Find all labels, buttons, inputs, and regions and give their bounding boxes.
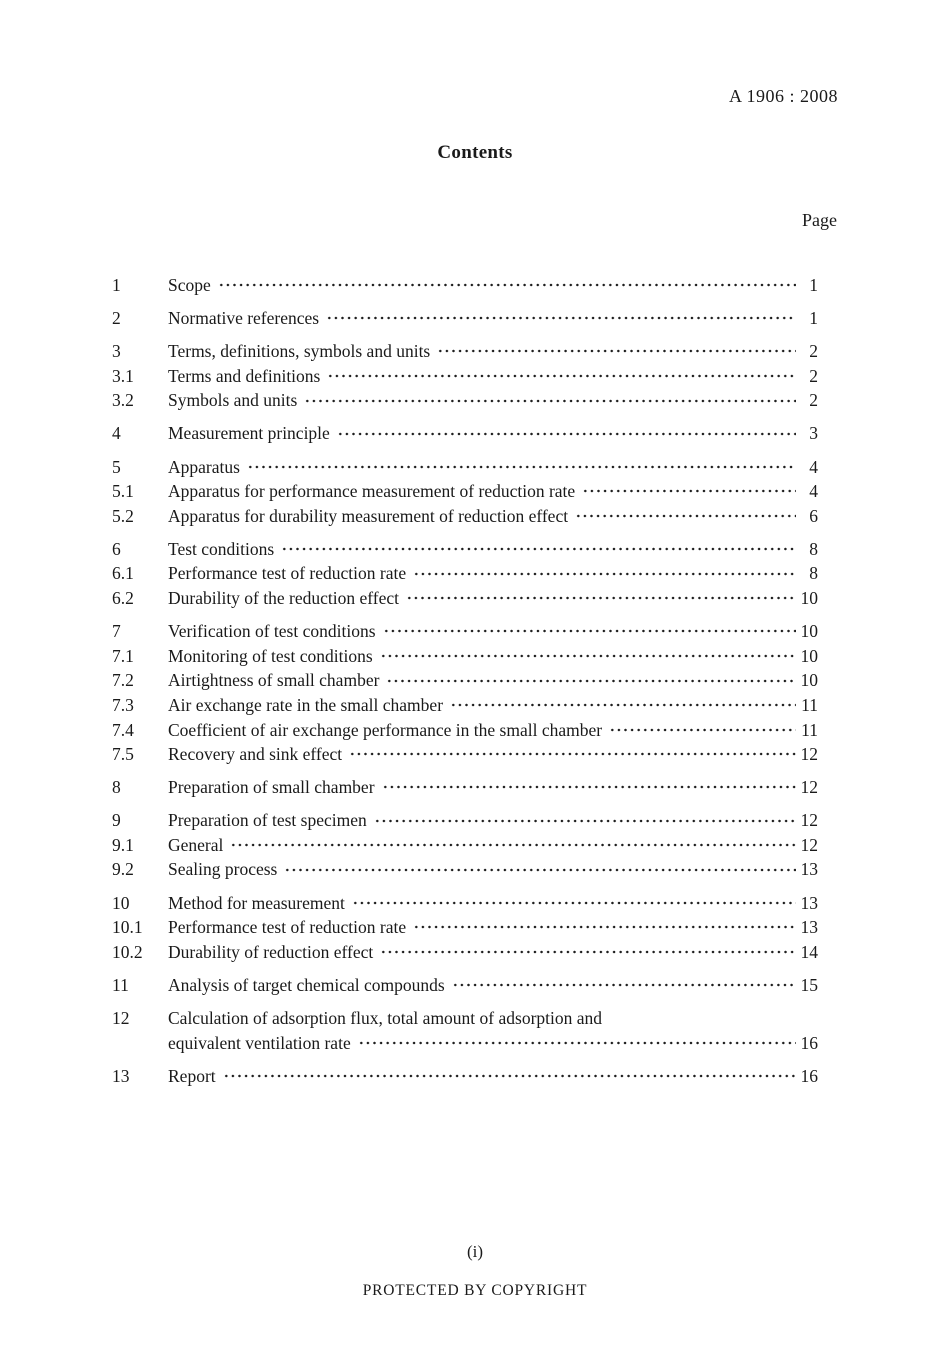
toc-entry bbox=[112, 973, 818, 998]
toc-entry-title-line bbox=[168, 479, 818, 504]
toc-entry bbox=[112, 561, 818, 586]
toc-entry-title-line bbox=[168, 586, 818, 611]
toc-entry-body bbox=[168, 833, 818, 858]
toc-entry-title-line bbox=[168, 306, 818, 331]
toc-entry-number: 10.1 bbox=[112, 917, 143, 938]
toc-entry-page: 1 bbox=[809, 275, 818, 295]
toc-entry-number: 6.2 bbox=[112, 588, 134, 609]
toc-entry bbox=[112, 668, 818, 693]
toc-entry bbox=[112, 273, 818, 298]
toc-entry-number: 9.1 bbox=[112, 834, 134, 855]
toc-entry bbox=[112, 479, 818, 504]
toc-entry bbox=[112, 940, 818, 965]
toc-entry-page: 11 bbox=[801, 719, 818, 740]
toc-entry-body bbox=[168, 339, 818, 364]
toc-entry-title-line bbox=[168, 455, 818, 480]
toc-entry-page: 11 bbox=[801, 694, 818, 715]
page-title: Contents bbox=[437, 142, 513, 163]
toc-entry-page: 8 bbox=[809, 538, 818, 559]
toc-entry-page: 15 bbox=[800, 974, 818, 995]
toc-entry-number: 3.2 bbox=[112, 390, 134, 411]
toc-entry-number: 9 bbox=[112, 810, 121, 831]
toc-entry-title: Performance test of reduction rate bbox=[168, 917, 407, 938]
toc-entry-title-line bbox=[168, 693, 818, 718]
toc-entry-title: Symbols and units bbox=[168, 390, 298, 411]
toc-entry-title-line bbox=[168, 940, 818, 965]
dot-leader bbox=[284, 864, 796, 876]
toc-entry-title-line-1 bbox=[168, 1006, 818, 1031]
toc-entry-title: Recovery and sink effect bbox=[168, 744, 343, 765]
toc-entry-body bbox=[168, 718, 818, 743]
toc-entry-number: 10.2 bbox=[112, 941, 143, 962]
toc-entry-page: 10 bbox=[800, 670, 818, 691]
dot-leader bbox=[380, 946, 796, 958]
toc-entry-page: 16 bbox=[800, 1032, 818, 1053]
toc-entry bbox=[112, 388, 818, 413]
toc-entry-title: Coefficient of air exchange performance in the small chamber bbox=[168, 719, 603, 740]
toc-entry-body bbox=[168, 421, 818, 446]
toc-entry bbox=[112, 644, 818, 669]
dot-leader bbox=[327, 370, 796, 382]
toc-entry-page: 2 bbox=[809, 390, 818, 411]
toc-entry bbox=[112, 339, 818, 364]
toc-entry-title: Verification of test conditions bbox=[168, 621, 376, 642]
dot-leader bbox=[406, 592, 796, 604]
toc-entry-number: 7.4 bbox=[112, 719, 134, 740]
toc-entry bbox=[112, 364, 818, 389]
toc-entry bbox=[112, 742, 818, 767]
toc-entry-page: 12 bbox=[800, 777, 818, 798]
toc-entry-number: 5.1 bbox=[112, 481, 134, 502]
toc-entry-body bbox=[168, 364, 818, 389]
toc-entry-page: 10 bbox=[800, 621, 818, 642]
toc-entry-number: 3.1 bbox=[112, 365, 134, 386]
dot-leader bbox=[218, 279, 796, 291]
toc-entry-number: 3 bbox=[112, 341, 121, 362]
toc-entry-page: 16 bbox=[800, 1065, 818, 1086]
toc-entry-number: 10 bbox=[112, 892, 130, 913]
toc-entry-page: 13 bbox=[800, 917, 818, 938]
toc-entry-title-line bbox=[168, 891, 818, 916]
toc-entry-body bbox=[168, 973, 818, 998]
toc-entry-title-line bbox=[168, 718, 818, 743]
toc-entry-title: Durability of reduction effect bbox=[168, 941, 374, 962]
toc-entry-title-line bbox=[168, 504, 818, 529]
toc-entry-page: 6 bbox=[809, 505, 818, 526]
toc-entry-number: 9.2 bbox=[112, 859, 134, 880]
toc-entry-page: 2 bbox=[809, 341, 818, 362]
page-column-label: Page bbox=[802, 210, 837, 230]
toc-entry-number: 7.3 bbox=[112, 694, 134, 715]
toc-entry-title: Analysis of target chemical compounds bbox=[168, 974, 445, 995]
toc-entry-title: Measurement principle bbox=[168, 423, 330, 444]
toc-entry-title: Apparatus for performance measurement of reduction rate bbox=[168, 481, 576, 502]
toc-entry-number: 12 bbox=[112, 1007, 130, 1028]
toc-entry-number: 7.2 bbox=[112, 670, 134, 691]
dot-leader bbox=[326, 312, 796, 324]
toc-entry bbox=[112, 504, 818, 529]
dot-leader bbox=[281, 543, 796, 555]
dot-leader bbox=[575, 510, 796, 522]
toc-entry-title: Terms and definitions bbox=[168, 365, 321, 386]
toc-entry-page: 3 bbox=[809, 423, 818, 444]
toc-entry-body bbox=[168, 644, 818, 669]
toc-entry-page: 4 bbox=[809, 481, 818, 502]
toc-entry-body bbox=[168, 504, 818, 529]
toc-entry bbox=[112, 693, 818, 718]
toc-entry-number: 7.5 bbox=[112, 744, 134, 765]
toc-entry-body bbox=[168, 915, 818, 940]
dot-leader bbox=[382, 781, 796, 793]
toc-entry-title: Terms, definitions, symbols and units bbox=[168, 341, 431, 362]
toc-entry-page: 10 bbox=[800, 645, 818, 666]
dot-leader bbox=[413, 921, 796, 933]
toc-entry-number: 2 bbox=[112, 308, 121, 329]
toc-entry bbox=[112, 915, 818, 940]
toc-entry-body bbox=[168, 619, 818, 644]
toc-entry bbox=[112, 775, 818, 800]
table-of-contents bbox=[112, 273, 818, 1088]
dot-leader bbox=[358, 1037, 796, 1049]
dot-leader bbox=[352, 897, 796, 909]
dot-leader bbox=[582, 485, 796, 497]
toc-entry-body bbox=[168, 1064, 818, 1089]
toc-entry-title: Monitoring of test conditions bbox=[168, 645, 373, 666]
toc-entry-title-line bbox=[168, 915, 818, 940]
toc-entry-number: 1 bbox=[112, 275, 121, 295]
toc-entry-page: 13 bbox=[800, 892, 818, 913]
document-code: A 1906 : 2008 bbox=[728, 86, 838, 106]
toc-entry-title-line bbox=[168, 742, 818, 767]
toc-entry-page: 2 bbox=[809, 365, 818, 386]
toc-entry-number: 5 bbox=[112, 456, 121, 477]
toc-entry-number: 13 bbox=[112, 1065, 130, 1086]
toc-entry-body bbox=[168, 940, 818, 965]
toc-entry-body bbox=[168, 1006, 818, 1055]
toc-entry-title-line bbox=[168, 619, 818, 644]
dot-leader bbox=[380, 650, 796, 662]
toc-entry bbox=[112, 537, 818, 562]
toc-entry-title-line bbox=[168, 421, 818, 446]
toc-entry-body bbox=[168, 388, 818, 413]
toc-entry-body bbox=[168, 455, 818, 480]
toc-entry-number: 11 bbox=[112, 974, 129, 995]
toc-entry-title-line bbox=[168, 561, 818, 586]
toc-entry-title: equivalent ventilation rate bbox=[168, 1032, 351, 1053]
toc-entry-title: General bbox=[168, 834, 224, 855]
toc-entry-title: Test conditions bbox=[168, 538, 275, 559]
toc-entry-number: 6 bbox=[112, 538, 121, 559]
toc-entry-title: Method for measurement bbox=[168, 892, 345, 913]
toc-entry-body bbox=[168, 273, 818, 298]
toc-entry bbox=[112, 455, 818, 480]
toc-entry-page: 13 bbox=[800, 859, 818, 880]
dot-leader bbox=[437, 345, 796, 357]
dot-leader bbox=[450, 699, 796, 711]
toc-entry-title: Report bbox=[168, 1065, 216, 1086]
toc-entry-page: 4 bbox=[809, 456, 818, 477]
toc-entry-number: 6.1 bbox=[112, 563, 134, 584]
toc-entry bbox=[112, 833, 818, 858]
dot-leader bbox=[374, 815, 796, 827]
toc-entry-title-line bbox=[168, 537, 818, 562]
dot-leader bbox=[413, 568, 796, 580]
toc-entry-body bbox=[168, 857, 818, 882]
toc-entry-title: Preparation of test specimen bbox=[168, 810, 367, 831]
toc-entry-title-line bbox=[168, 857, 818, 882]
toc-entry-title-line bbox=[168, 388, 818, 413]
toc-entry-body bbox=[168, 742, 818, 767]
dot-leader bbox=[383, 625, 796, 637]
toc-entry bbox=[112, 1064, 818, 1089]
toc-entry-title: Sealing process bbox=[168, 859, 278, 880]
toc-entry-body bbox=[168, 775, 818, 800]
toc-entry-body bbox=[168, 586, 818, 611]
folio-page-number: (i) bbox=[466, 1242, 484, 1261]
toc-entry bbox=[112, 306, 818, 331]
toc-entry-body bbox=[168, 693, 818, 718]
toc-entry-body bbox=[168, 537, 818, 562]
toc-entry-title-line bbox=[168, 808, 818, 833]
toc-entry-body bbox=[168, 808, 818, 833]
toc-entry-number: 7.1 bbox=[112, 645, 134, 666]
toc-entry-page: 12 bbox=[800, 744, 818, 765]
toc-entry-title: Air exchange rate in the small chamber bbox=[168, 694, 444, 715]
toc-entry-title: Preparation of small chamber bbox=[168, 777, 375, 798]
dot-leader bbox=[609, 724, 796, 736]
toc-entry-title-line bbox=[168, 644, 818, 669]
toc-entry-title-line bbox=[168, 775, 818, 800]
toc-entry-title-line bbox=[168, 364, 818, 389]
toc-entry-page: 12 bbox=[800, 834, 818, 855]
toc-entry-title: Apparatus for durability measurement of reduction effect bbox=[168, 505, 569, 526]
toc-entry-page: 8 bbox=[809, 563, 818, 584]
toc-entry-title: Apparatus bbox=[168, 456, 240, 477]
dot-leader bbox=[349, 748, 796, 760]
toc-entry-page: 1 bbox=[809, 308, 818, 329]
toc-entry-title: Scope bbox=[168, 275, 211, 295]
toc-entry-title: Normative references bbox=[168, 308, 320, 329]
dot-leader bbox=[230, 839, 796, 851]
toc-entry-number: 5.2 bbox=[112, 505, 134, 526]
toc-entry bbox=[112, 586, 818, 611]
toc-entry-title: Durability of the reduction effect bbox=[168, 588, 399, 609]
toc-entry-page: 12 bbox=[800, 810, 818, 831]
dot-leader bbox=[247, 461, 796, 473]
dot-leader bbox=[223, 1070, 796, 1082]
toc-entry-page: 10 bbox=[800, 588, 818, 609]
toc-entry-page: 14 bbox=[800, 941, 818, 962]
toc-entry bbox=[112, 619, 818, 644]
toc-entry-body bbox=[168, 479, 818, 504]
toc-entry bbox=[112, 421, 818, 446]
toc-entry bbox=[112, 808, 818, 833]
toc-entry-body bbox=[168, 561, 818, 586]
toc-entry bbox=[112, 891, 818, 916]
copyright-notice: PROTECTED BY COPYRIGHT bbox=[362, 1282, 588, 1299]
toc-entry-number: 7 bbox=[112, 621, 121, 642]
dot-leader bbox=[452, 979, 796, 991]
toc-entry-title-line bbox=[168, 1031, 818, 1056]
dot-leader bbox=[386, 675, 796, 687]
toc-entry-title-line bbox=[168, 273, 818, 298]
toc-entry-title-line bbox=[168, 833, 818, 858]
toc-entry-title: Performance test of reduction rate bbox=[168, 563, 407, 584]
dot-leader bbox=[337, 428, 796, 440]
toc-entry bbox=[112, 857, 818, 882]
toc-entry-title-line bbox=[168, 1064, 818, 1089]
toc-entry-number: 4 bbox=[112, 423, 121, 444]
toc-entry-title-line bbox=[168, 973, 818, 998]
toc-entry-title-line bbox=[168, 339, 818, 364]
toc-entry-number: 8 bbox=[112, 777, 121, 798]
toc-entry-body bbox=[168, 306, 818, 331]
dot-leader bbox=[304, 395, 796, 407]
toc-entry-title-part1: Calculation of adsorption flux, total amount of adsorption and bbox=[168, 1007, 603, 1028]
toc-entry bbox=[112, 1006, 818, 1055]
toc-entry-body bbox=[168, 891, 818, 916]
toc-entry-title-line bbox=[168, 668, 818, 693]
toc-entry bbox=[112, 718, 818, 743]
toc-entry-body bbox=[168, 668, 818, 693]
toc-entry-title: Airtightness of small chamber bbox=[168, 670, 380, 691]
